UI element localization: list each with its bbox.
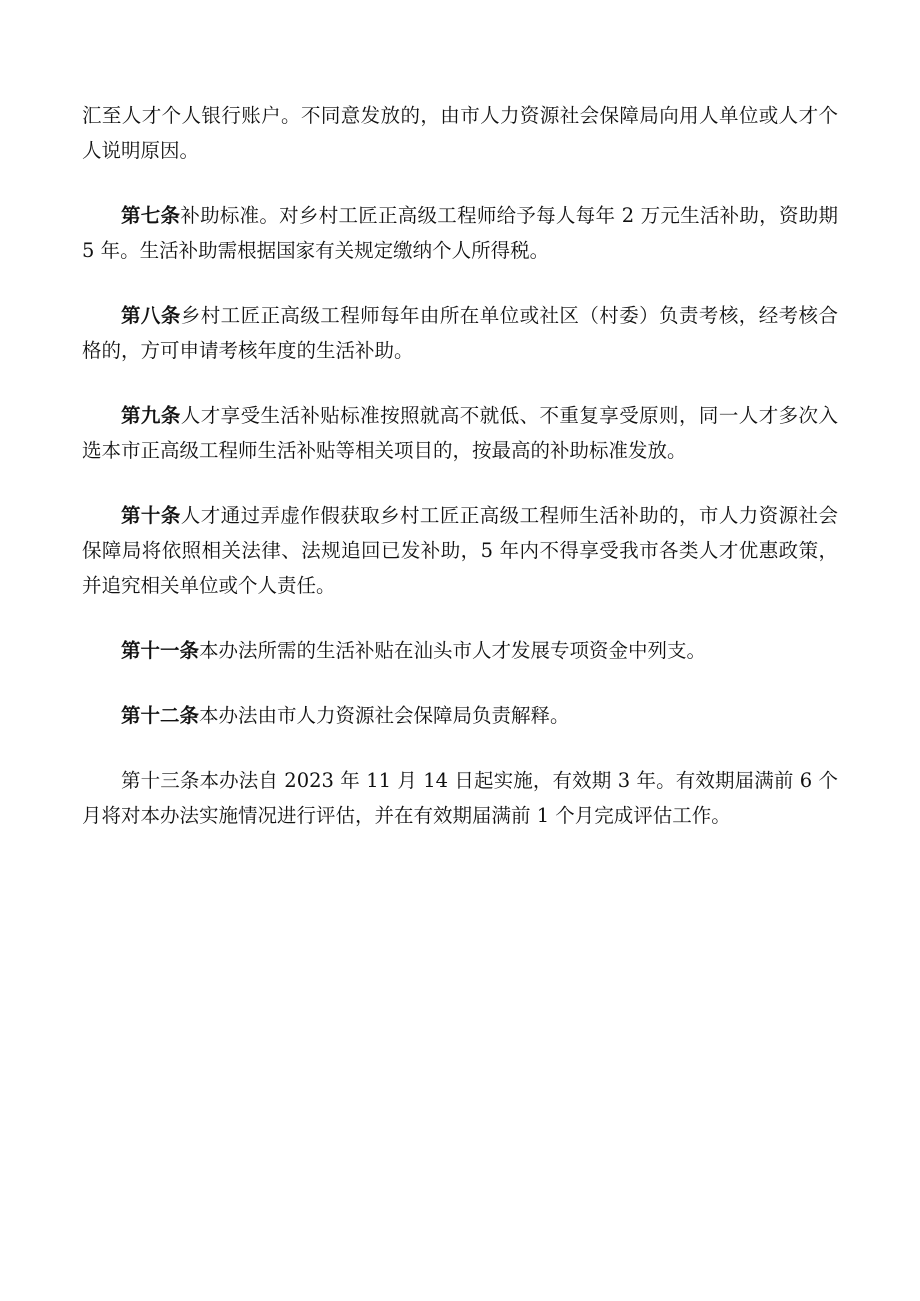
article-8-body: 乡村工匠正高级工程师每年由所在单位或社区（村委）负责考核，经考核合格的，方可申请考核年度的生活补助。	[82, 304, 838, 362]
article-11-title: 第十一条	[121, 639, 200, 662]
article-7-title: 第七条	[121, 204, 181, 227]
article-9-body: 人才享受生活补贴标准按照就高不就低、不重复享受原则，同一人才多次入选本市正高级工程师生活补贴等相关项目的，按最高的补助标准发放。	[82, 404, 838, 462]
article-10-title: 第十条	[121, 504, 181, 527]
article-9	[82, 398, 838, 468]
article-10-body: 人才通过弄虚作假获取乡村工匠正高级工程师生活补助的，市人力资源社会保障局将依照相关法律、法规追回已发补助，5 年内不得享受我市各类人才优惠政策，并追究相关单位或个人责任。	[82, 504, 838, 597]
article-12-title: 第十二条	[121, 704, 200, 727]
article-9-title: 第九条	[121, 404, 181, 427]
document-page	[82, 98, 838, 833]
article-12	[82, 698, 838, 733]
article-8	[82, 298, 838, 368]
article-12-body: 本办法由市人力资源社会保障局负责解释。	[199, 704, 570, 727]
article-7	[82, 198, 838, 268]
article-10	[82, 498, 838, 603]
article-13: 第十三条本办法自 2023 年 11 月 14 日起实施，有效期 3 年。有效期届满前 6 个月将对本办法实施情况进行评估，并在有效期届满前 1 个月完成评估工作。	[82, 769, 838, 827]
article-11	[82, 633, 838, 668]
continuation-paragraph: 汇至人才个人银行账户。不同意发放的，由市人力资源社会保障局向用人单位或人才个人说明原因。	[82, 104, 838, 162]
article-8-title: 第八条	[121, 304, 181, 327]
article-11-body: 本办法所需的生活补贴在汕头市人才发展专项资金中列支。	[199, 639, 707, 662]
article-7-body: 补助标准。对乡村工匠正高级工程师给予每人每年 2 万元生活补助，资助期 5 年。生活补助需根据国家有关规定缴纳个人所得税。	[82, 204, 838, 262]
